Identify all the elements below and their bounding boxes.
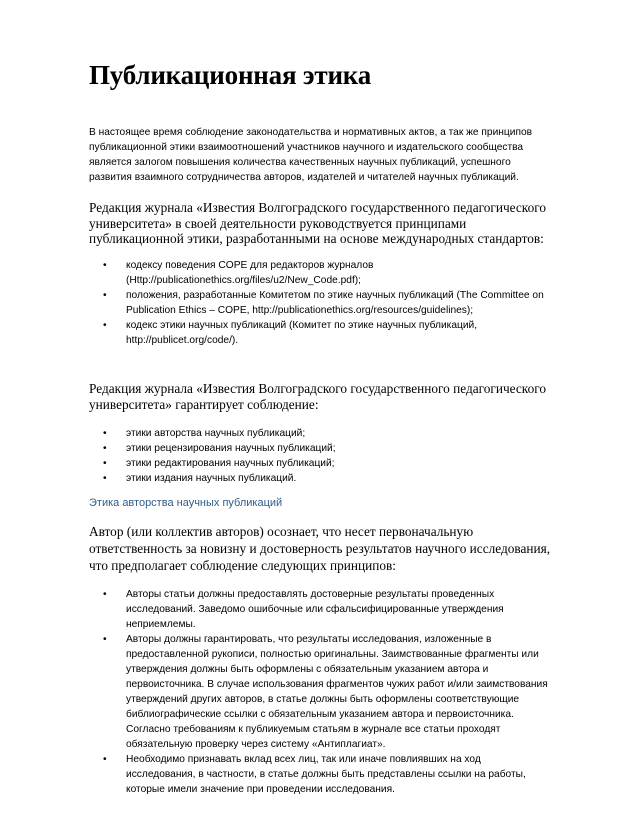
list-item: • положения, разработанные Комитетом по этике научных публикаций (The Committee on Publication Ethics – COPE, http://publicationethics.org/resources/guidelines);	[103, 290, 544, 316]
list-item: • кодекс этики научных публикаций (Комитет по этике научных публикаций, http://publicet.org/code/).	[103, 320, 478, 346]
bullet-icon: •	[103, 260, 107, 271]
list-item: • Необходимо признавать вклад всех лиц, так или иначе повлиявших на ход исследования, в частности, в статье должны быть представлены ссылки на работы, которые имели значение при проведении исследования.	[103, 754, 526, 795]
guarantees-list	[89, 426, 551, 486]
list-item: • этики рецензирования научных публикаций;	[103, 443, 336, 454]
bullet-icon: •	[103, 320, 107, 331]
standards-list	[89, 258, 551, 348]
bullet-icon: •	[103, 473, 107, 484]
bullet-icon: •	[103, 589, 107, 600]
bullet-icon: •	[103, 290, 107, 301]
author-principles-list	[89, 587, 551, 797]
bullet-icon: •	[103, 443, 107, 454]
bullet-icon: •	[103, 458, 107, 469]
bullet-icon: •	[103, 634, 107, 645]
list-item: • этики авторства научных публикаций;	[103, 428, 306, 439]
intro-paragraph: В настоящее время соблюдение законодательства и нормативных актов, а так же принципов публикационной этики взаимоотношений участников научного и издательского сообщества является залогом повышения количества качественных научных публикаций, успешного развития взаимного сотрудничества авторов, издателей и читателей научных публикаций.	[89, 127, 533, 183]
bullet-icon: •	[103, 754, 107, 765]
list-item: • Авторы должны гарантировать, что результаты исследования, изложенные в предоставленной рукописи, полностью оригинальны. Заимствованные фрагменты или утверждения должны быть оформлены с обязательным указанием автора и первоисточника. В случае использования фрагментов чужих работ и/или заимствования утверждений других авторов, в статье должны быть оформлены соответствующие библиографические ссылки с обязательным указанием автора и первоисточника. Согласно требованиям к публикуемым статьям в журнале все статьи проходят обязательную проверку через систему «Антиплагиат».	[103, 634, 548, 750]
guarantee-paragraph: Редакция журнала «Известия Волгоградского государственного педагогического университета» гарантирует соблюдение:	[89, 381, 547, 412]
section-heading: Этика авторства научных публикаций	[89, 497, 283, 509]
principles-paragraph: Редакция журнала «Известия Волгоградского государственного педагогического университета» в своей деятельности руководствуется принципами публикационной этики, разработанными на основе международных стандартов:	[89, 200, 547, 246]
author-paragraph: Автор (или коллектив авторов) осознает, что несет первоначальную ответственность за новизну и достоверность результатов научного исследования, что предполагает соблюдение следующих принципов:	[89, 524, 551, 573]
bullet-icon: •	[103, 428, 107, 439]
page-title: Публикационная этика	[89, 60, 372, 90]
list-item: • кодексу поведения COPE для редакторов журналов (Http://publicationethics.org/files/u2/New_Code.pdf);	[103, 260, 374, 286]
list-item: • Авторы статьи должны предоставлять достоверные результаты проведенных исследований. Заведомо ошибочные или сфальсифицированные утверждения неприемлемы.	[103, 589, 504, 630]
list-item: • этики издания научных публикаций.	[103, 473, 297, 484]
list-item: • этики редактирования научных публикаций;	[103, 458, 335, 469]
